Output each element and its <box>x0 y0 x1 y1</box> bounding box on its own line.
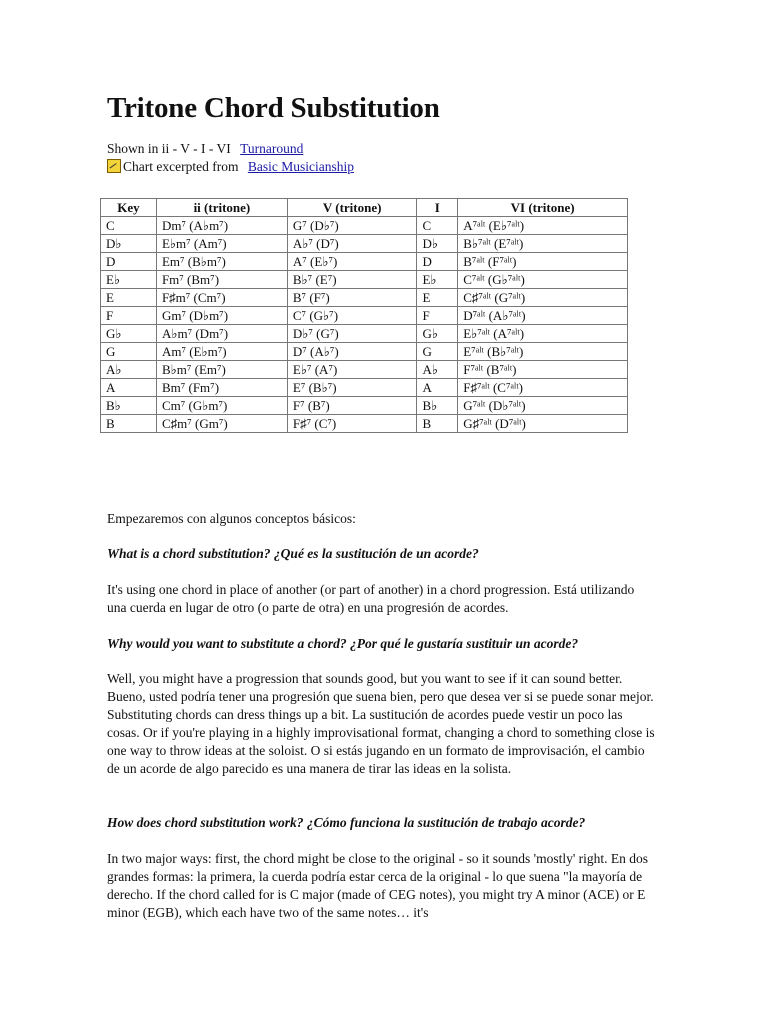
cell-vi: B⁷ᵃˡᵗ (F⁷ᵃˡᵗ) <box>458 253 628 271</box>
shown-in-line <box>107 141 303 157</box>
cell-ii: Bm⁷ (Fm⁷) <box>156 379 287 397</box>
header-ii: ii (tritone) <box>156 199 287 217</box>
excerpt-text: Chart excerpted from <box>123 159 239 174</box>
cell-vi: F♯⁷ᵃˡᵗ (C⁷ᵃˡᵗ) <box>458 379 628 397</box>
cell-v: D⁷ (A♭⁷) <box>287 343 417 361</box>
table-row <box>101 397 628 415</box>
answer-2: Well, you might have a progression that sounds good, but you want to see if it can sound better. Bueno, usted podría tener una progresión que suena bien, pero que desea ver si se puede sonar mejor. Substituting chords can dress things up a bit. La sustitución de acordes puede vestir un poco las cosas. Or if you're playing in a highly improvisational format, changing a chord to something close is one way to throw ideas at the soloist. O si estás jugando en un formato de improvisación, el cambio de un acorde de algo parecido es una manera de tirar las ideas en la solista. <box>107 671 655 776</box>
cell-key: D <box>101 253 157 271</box>
table-row <box>101 307 628 325</box>
cell-i: C <box>417 217 458 235</box>
cell-v: A♭⁷ (D⁷) <box>287 235 417 253</box>
cell-i: D <box>417 253 458 271</box>
cell-ii: F♯m⁷ (Cm⁷) <box>156 289 287 307</box>
turnaround-link[interactable]: Turnaround <box>240 141 304 156</box>
question-2: Why would you want to substitute a chord? ¿Por qué le gustaría sustituir un acorde? <box>107 636 579 651</box>
table-row <box>101 379 628 397</box>
answer-3: In two major ways: first, the chord might be close to the original - so it sounds 'mostly' right. En dos grandes formas: la primera, la cuerda podría estar cerca de la original - lo que suena "la mayoría de derecho. If the chord called for is C major (made of CEG notes), you might try A minor (ACE) or E minor (EGB), which each have two of the same notes… it's <box>107 851 649 920</box>
cell-ii: E♭m⁷ (Am⁷) <box>156 235 287 253</box>
cell-key: C <box>101 217 157 235</box>
table-row <box>101 253 628 271</box>
cell-v: E⁷ (B♭⁷) <box>287 379 417 397</box>
cell-i: F <box>417 307 458 325</box>
cell-i: D♭ <box>417 235 458 253</box>
cell-i: B <box>417 415 458 433</box>
cell-ii: Em⁷ (B♭m⁷) <box>156 253 287 271</box>
table-header-row <box>101 199 628 217</box>
table-row <box>101 289 628 307</box>
cell-ii: Am⁷ (E♭m⁷) <box>156 343 287 361</box>
cell-i: E <box>417 289 458 307</box>
cell-ii: Cm⁷ (G♭m⁷) <box>156 397 287 415</box>
cell-i: B♭ <box>417 397 458 415</box>
cell-i: A♭ <box>417 361 458 379</box>
cell-ii: A♭m⁷ (Dm⁷) <box>156 325 287 343</box>
cell-vi: E⁷ᵃˡᵗ (B♭⁷ᵃˡᵗ) <box>458 343 628 361</box>
cell-vi: C⁷ᵃˡᵗ (G♭⁷ᵃˡᵗ) <box>458 271 628 289</box>
cell-v: G⁷ (D♭⁷) <box>287 217 417 235</box>
table-row <box>101 235 628 253</box>
cell-ii: Dm⁷ (A♭m⁷) <box>156 217 287 235</box>
cell-v: B♭⁷ (E⁷) <box>287 271 417 289</box>
cell-key: B♭ <box>101 397 157 415</box>
intro-text: Empezaremos con algunos conceptos básicos: <box>107 511 356 526</box>
question-3: How does chord substitution work? ¿Cómo funciona la sustitución de trabajo acorde? <box>107 815 586 830</box>
cell-vi: C♯⁷ᵃˡᵗ (G⁷ᵃˡᵗ) <box>458 289 628 307</box>
cell-v: F⁷ (B⁷) <box>287 397 417 415</box>
cell-v: C⁷ (G♭⁷) <box>287 307 417 325</box>
table-row <box>101 343 628 361</box>
header-v: V (tritone) <box>287 199 417 217</box>
cell-vi: G⁷ᵃˡᵗ (D♭⁷ᵃˡᵗ) <box>458 397 628 415</box>
cell-v: F♯⁷ (C⁷) <box>287 415 417 433</box>
cell-ii: Fm⁷ (Bm⁷) <box>156 271 287 289</box>
cell-i: E♭ <box>417 271 458 289</box>
cell-ii: Gm⁷ (D♭m⁷) <box>156 307 287 325</box>
header-key: Key <box>101 199 157 217</box>
cell-key: D♭ <box>101 235 157 253</box>
cell-key: G <box>101 343 157 361</box>
cell-key: G♭ <box>101 325 157 343</box>
cell-v: D♭⁷ (G⁷) <box>287 325 417 343</box>
cell-v: B⁷ (F⁷) <box>287 289 417 307</box>
cell-v: A⁷ (E♭⁷) <box>287 253 417 271</box>
excerpt-line <box>107 159 354 175</box>
chart-note-icon <box>107 159 121 173</box>
cell-vi: E♭⁷ᵃˡᵗ (A⁷ᵃˡᵗ) <box>458 325 628 343</box>
cell-key: E <box>101 289 157 307</box>
cell-key: B <box>101 415 157 433</box>
cell-i: G <box>417 343 458 361</box>
cell-key: A <box>101 379 157 397</box>
basic-musicianship-link[interactable]: Basic Musicianship <box>247 159 354 174</box>
cell-vi: B♭⁷ᵃˡᵗ (E⁷ᵃˡᵗ) <box>458 235 628 253</box>
cell-key: F <box>101 307 157 325</box>
cell-v: E♭⁷ (A⁷) <box>287 361 417 379</box>
answer-1: It's using one chord in place of another (or part of another) in a chord progression. Está utilizando una cuerda en lugar de otro (o parte de otra) en una progresión de acordes. <box>107 582 635 615</box>
cell-ii: B♭m⁷ (Em⁷) <box>156 361 287 379</box>
header-i: I <box>417 199 458 217</box>
table-row <box>101 325 628 343</box>
cell-vi: D⁷ᵃˡᵗ (A♭⁷ᵃˡᵗ) <box>458 307 628 325</box>
page-title: Tritone Chord Substitution <box>107 92 440 124</box>
table-row <box>101 271 628 289</box>
shown-in-text: Shown in ii - V - I - VI <box>107 141 231 156</box>
cell-vi: A⁷ᵃˡᵗ (E♭⁷ᵃˡᵗ) <box>458 217 628 235</box>
question-1: What is a chord substitution? ¿Qué es la sustitución de un acorde? <box>107 546 479 561</box>
table-body <box>101 217 628 433</box>
table-row <box>101 217 628 235</box>
cell-key: E♭ <box>101 271 157 289</box>
table-row <box>101 415 628 433</box>
cell-vi: F⁷ᵃˡᵗ (B⁷ᵃˡᵗ) <box>458 361 628 379</box>
cell-i: G♭ <box>417 325 458 343</box>
cell-i: A <box>417 379 458 397</box>
table-row <box>101 361 628 379</box>
header-vi: VI (tritone) <box>458 199 628 217</box>
tritone-chord-table <box>100 198 628 433</box>
cell-key: A♭ <box>101 361 157 379</box>
cell-vi: G♯⁷ᵃˡᵗ (D⁷ᵃˡᵗ) <box>458 415 628 433</box>
cell-ii: C♯m⁷ (Gm⁷) <box>156 415 287 433</box>
